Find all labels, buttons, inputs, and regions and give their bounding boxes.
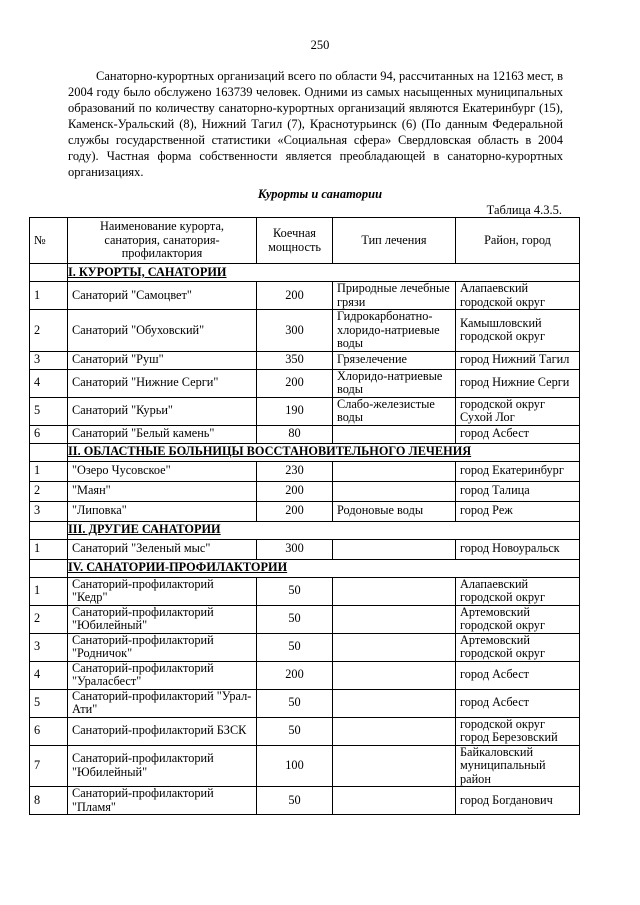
cell-treatment [333,717,456,745]
cell-district: город Екатеринбург [456,461,580,481]
section-header-row [30,521,580,539]
section-spacer-cell [30,264,68,282]
cell-num: 1 [30,282,68,310]
cell-name: Санаторий "Курьи" [68,397,257,425]
section-title: III. ДРУГИЕ САНАТОРИИ [68,521,580,539]
section-title: II. ОБЛАСТНЫЕ БОЛЬНИЦЫ ВОССТАНОВИТЕЛЬНОГО ЛЕЧЕНИЯ [68,443,580,461]
section-header-row [30,559,580,577]
cell-district: Артемовский городской округ [456,633,580,661]
cell-name: Санаторий-профилакторий "Юбилейный" [68,605,257,633]
cell-capacity: 190 [257,397,333,425]
table-row [30,282,580,310]
cell-capacity: 200 [257,282,333,310]
cell-capacity: 50 [257,633,333,661]
table-row [30,397,580,425]
cell-num: 5 [30,397,68,425]
cell-district: город Асбест [456,661,580,689]
table-row [30,745,580,787]
cell-district: Байкаловский муниципальный район [456,745,580,787]
cell-num: 8 [30,787,68,815]
cell-name: Санаторий "Нижние Серги" [68,369,257,397]
cell-capacity: 200 [257,481,333,501]
resorts-table [29,217,580,815]
cell-district: Камышловский городской округ [456,310,580,352]
cell-capacity: 50 [257,577,333,605]
intro-paragraph: Санаторно-курортных организаций всего по области 94, рассчитанных на 12163 мест, в 2004 году было обслужено 163739 человек. Одними из самых насыщенных муниципальных образований по количеству санаторно-курортных организаций являются Екатеринбург (15), Каменск-Уральский (8), Нижний Тагил (7), Краснотурьинск (6) (По данным Федеральной службы государственной статистики «Социальная сфера» Свердловская область в 2004 году). Частная форма собственности является преобладающей в санаторно-курортных организациях. [68,69,563,179]
cell-treatment [333,539,456,559]
cell-num: 7 [30,745,68,787]
cell-treatment [333,425,456,443]
cell-district: город Нижние Серги [456,369,580,397]
cell-num: 6 [30,425,68,443]
table-row [30,501,580,521]
cell-capacity: 50 [257,717,333,745]
table-row [30,605,580,633]
table-header-row [30,218,580,264]
header-capacity: Коечная мощность [257,218,333,264]
table-row [30,689,580,717]
cell-capacity: 80 [257,425,333,443]
cell-name: Санаторий "Самоцвет" [68,282,257,310]
table-body [30,264,580,815]
section-spacer-cell [30,443,68,461]
cell-num: 2 [30,481,68,501]
cell-name: Санаторий-профилакторий "Урал-Ати" [68,689,257,717]
cell-treatment: Природные лечебные грязи [333,282,456,310]
cell-capacity: 50 [257,605,333,633]
cell-treatment: Грязелечение [333,351,456,369]
header-name: Наименование курорта, санатория, санатория-профилактория [68,218,257,264]
cell-treatment: Гидрокарбонатно-хлоридо-натриевые воды [333,310,456,352]
cell-treatment [333,689,456,717]
section-spacer-cell [30,559,68,577]
cell-district: город Новоуральск [456,539,580,559]
cell-num: 2 [30,310,68,352]
table-row [30,787,580,815]
table-row [30,633,580,661]
header-district: Район, город [456,218,580,264]
cell-treatment [333,787,456,815]
cell-name: Санаторий-профилакторий "Ураласбест" [68,661,257,689]
cell-name: Санаторий "Зеленый мыс" [68,539,257,559]
section-header-row [30,264,580,282]
table-row [30,461,580,481]
cell-district: Алапаевский городской округ [456,282,580,310]
cell-district: город Асбест [456,425,580,443]
cell-num: 6 [30,717,68,745]
cell-name: Санаторий "Руш" [68,351,257,369]
cell-name: Санаторий "Обуховский" [68,310,257,352]
table-row [30,351,580,369]
cell-name: Санаторий-профилакторий "Кедр" [68,577,257,605]
cell-capacity: 230 [257,461,333,481]
table-row [30,717,580,745]
cell-treatment [333,745,456,787]
cell-capacity: 200 [257,661,333,689]
cell-name: Санаторий-профилакторий "Родничок" [68,633,257,661]
cell-num: 3 [30,633,68,661]
cell-capacity: 300 [257,310,333,352]
section-header-row [30,443,580,461]
header-treatment: Тип лечения [333,218,456,264]
cell-capacity: 200 [257,369,333,397]
table-row [30,369,580,397]
cell-num: 5 [30,689,68,717]
cell-capacity: 50 [257,787,333,815]
cell-treatment [333,633,456,661]
cell-district: Артемовский городской округ [456,605,580,633]
table-row [30,577,580,605]
cell-treatment: Родоновые воды [333,501,456,521]
cell-capacity: 300 [257,539,333,559]
cell-district: городской округ город Березовский [456,717,580,745]
cell-district: город Богданович [456,787,580,815]
section-spacer-cell [30,521,68,539]
cell-treatment [333,481,456,501]
cell-district: город Нижний Тагил [456,351,580,369]
cell-name: Санаторий-профилакторий "Юбилейный" [68,745,257,787]
cell-treatment: Хлоридо-натриевые воды [333,369,456,397]
section-title: IV. САНАТОРИИ-ПРОФИЛАКТОРИИ [68,559,580,577]
cell-num: 1 [30,539,68,559]
cell-name: Санаторий-профилакторий БЗСК [68,717,257,745]
cell-district: Алапаевский городской округ [456,577,580,605]
table-row [30,425,580,443]
table-title: Курорты и санатории [257,187,383,201]
header-num: № [30,218,68,264]
cell-treatment [333,661,456,689]
cell-capacity: 50 [257,689,333,717]
cell-num: 1 [30,461,68,481]
cell-treatment [333,605,456,633]
cell-capacity: 200 [257,501,333,521]
cell-capacity: 350 [257,351,333,369]
cell-num: 1 [30,577,68,605]
cell-name: "Озеро Чусовское" [68,461,257,481]
cell-district: город Реж [456,501,580,521]
cell-num: 4 [30,661,68,689]
cell-treatment: Слабо-железистые воды [333,397,456,425]
cell-name: Санаторий "Белый камень" [68,425,257,443]
cell-num: 4 [30,369,68,397]
cell-num: 2 [30,605,68,633]
cell-district: город Талица [456,481,580,501]
cell-treatment [333,577,456,605]
cell-capacity: 100 [257,745,333,787]
cell-name: "Маян" [68,481,257,501]
table-label: Таблица 4.3.5. [486,203,562,217]
table-row [30,539,580,559]
page-number: 250 [310,38,330,52]
table-row [30,481,580,501]
cell-district: городской округ Сухой Лог [456,397,580,425]
cell-treatment [333,461,456,481]
table-row [30,310,580,352]
cell-name: Санаторий-профилакторий "Пламя" [68,787,257,815]
cell-num: 3 [30,501,68,521]
cell-num: 3 [30,351,68,369]
cell-name: "Липовка" [68,501,257,521]
table-row [30,661,580,689]
cell-district: город Асбест [456,689,580,717]
section-title: I. КУРОРТЫ, САНАТОРИИ [68,264,580,282]
